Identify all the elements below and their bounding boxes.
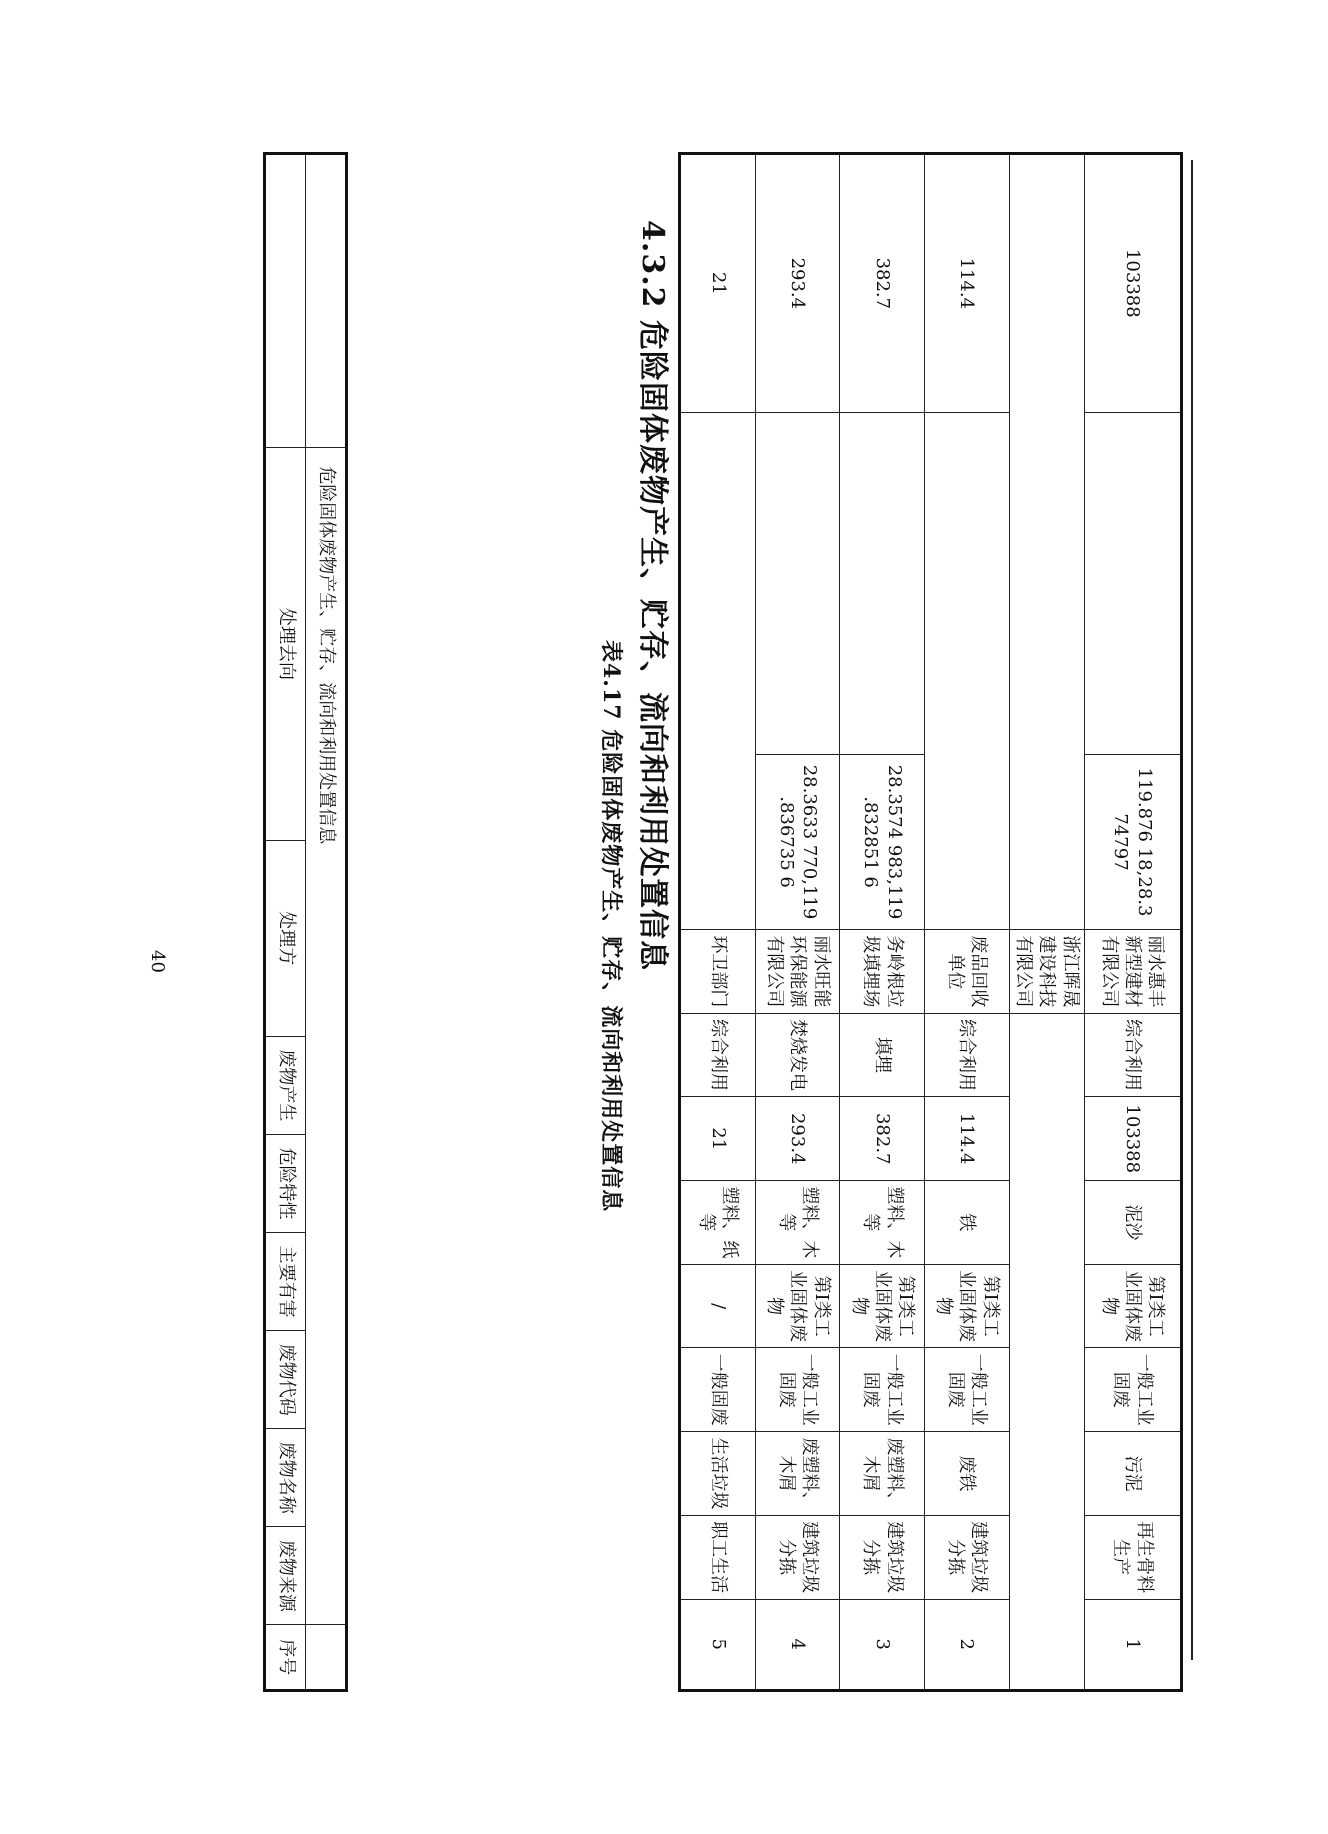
column-header: 主要有害 (265, 1233, 306, 1331)
table-cell: 一般工业固废 (840, 1348, 925, 1432)
table-cell: 废品回收单位 (925, 930, 1010, 1014)
table-cell (1084, 412, 1181, 754)
table-cell: 28.3574 983,119 .832851 6 (840, 755, 925, 930)
column-header: 废物名称 (265, 1429, 306, 1527)
table-cell: 综合利用 (680, 1013, 756, 1097)
table-cell: 建筑垃圾分拣 (840, 1515, 925, 1599)
table-cell: 一般工业固废 (1084, 1348, 1181, 1432)
table-cell: 1 (1084, 1599, 1181, 1690)
table-cell: 焚烧发电 (755, 1013, 840, 1097)
column-header: 危险特性 (265, 1134, 306, 1232)
table-row (265, 154, 306, 1691)
table-cell: 环卫部门 (680, 930, 756, 1014)
table-cell: 塑料、木等 (840, 1181, 925, 1265)
table-cell: 382.7 (840, 154, 925, 413)
table-cell: 114.4 (925, 1097, 1010, 1181)
page-number: 40 (147, 950, 168, 973)
table-cell: 第Ⅰ类工业固体废物 (925, 1264, 1010, 1348)
section-heading: 4.3.2 危险固体废物产生、贮存、流向和利用处置信息 (635, 220, 670, 971)
table-cell: 21 (680, 1097, 756, 1181)
table-cell: 119.876 18,28.3 74797 (1084, 755, 1181, 930)
table-row (925, 154, 1010, 1691)
table-cell: 职工生活 (680, 1515, 756, 1599)
column-header: 处理方 (265, 840, 306, 1036)
column-header: 废物代码 (265, 1331, 306, 1429)
table-caption: 表4.17 危险固体废物产生、贮存、流向和利用处置信息 (598, 640, 624, 1213)
table-cell: 废塑料、木屑 (755, 1432, 840, 1516)
table-cell: 2 (925, 1599, 1010, 1690)
table-cell: 务岭根垃圾填埋场 (840, 930, 925, 1014)
table-cell: 382.7 (840, 1097, 925, 1181)
column-header: 废物来源 (265, 1527, 306, 1625)
table-cell: 3 (840, 1599, 925, 1690)
table-row (755, 154, 840, 1691)
table-cell: 泥沙 (1084, 1181, 1181, 1265)
table-cell: 建筑垃圾分拣 (925, 1515, 1010, 1599)
table-cell: 建筑垃圾分拣 (755, 1515, 840, 1599)
table-cell: 废铁 (925, 1432, 1010, 1516)
table-row (306, 154, 347, 1691)
table-cell (1009, 154, 1084, 930)
table-cell: 生活垃圾 (680, 1432, 756, 1516)
table-cell: 第Ⅰ类工业固体废物 (840, 1264, 925, 1348)
table-cell (925, 412, 1010, 929)
table-cell: 填埋 (840, 1013, 925, 1097)
table-cell (306, 1625, 347, 1691)
table-cell: 废塑料、木屑 (840, 1432, 925, 1516)
table-cell (840, 412, 925, 754)
column-header: 处理去向 (265, 448, 306, 840)
table-cell: 一般固废 (680, 1348, 756, 1432)
table-cell (755, 412, 840, 754)
table-cell: 第Ⅰ类工业固体废物 (1084, 1264, 1181, 1348)
table-cell: 28.3633 770,119 .836735 6 (755, 755, 840, 930)
table-row (680, 154, 756, 1691)
table-cell (265, 154, 306, 448)
table-cell: / (680, 1264, 756, 1348)
table-cell: 4 (755, 1599, 840, 1690)
table-cell: 综合利用 (1084, 1013, 1181, 1097)
column-header: 序号 (265, 1625, 306, 1691)
table-cell: 污泥 (1084, 1432, 1181, 1516)
table-cell: 丽水旺能环保能源有限公司 (755, 930, 840, 1014)
table-cell: 5 (680, 1599, 756, 1690)
table-cell: 再生骨料生产 (1084, 1515, 1181, 1599)
table-cell: 293.4 (755, 1097, 840, 1181)
table-cell: 塑料、木等 (755, 1181, 840, 1265)
page-rule (1191, 160, 1193, 1660)
table-cell (306, 154, 347, 448)
table-cell: 第Ⅰ类工业固体废物 (755, 1264, 840, 1348)
table-row (1009, 154, 1084, 1691)
table-cell: 103388 (1084, 1097, 1181, 1181)
table-cell: 塑料、纸等 (680, 1181, 756, 1265)
table-cell: 293.4 (755, 154, 840, 413)
table-title: 危险固体废物产生、贮存、流向和利用处置信息 (306, 448, 347, 1625)
table-row (1084, 154, 1181, 1691)
general-waste-table (678, 152, 1183, 1692)
table-cell: 114.4 (925, 154, 1010, 413)
table-cell: 一般工业固废 (755, 1348, 840, 1432)
table-cell: 综合利用 (925, 1013, 1010, 1097)
table-cell: 103388 (1084, 154, 1181, 413)
hazardous-waste-table (263, 152, 348, 1692)
table-cell: 21 (680, 154, 756, 413)
table-cell: 一般工业固废 (925, 1348, 1010, 1432)
column-header: 废物产生 (265, 1036, 306, 1134)
table-cell (1009, 1013, 1084, 1690)
table-cell: 丽水惠丰新型建材有限公司 (1084, 930, 1181, 1014)
table-cell: 浙江晖晟建设科技有限公司 (1009, 930, 1084, 1014)
table-cell: 铁 (925, 1181, 1010, 1265)
table-cell (680, 412, 756, 929)
table-row (840, 154, 925, 1691)
